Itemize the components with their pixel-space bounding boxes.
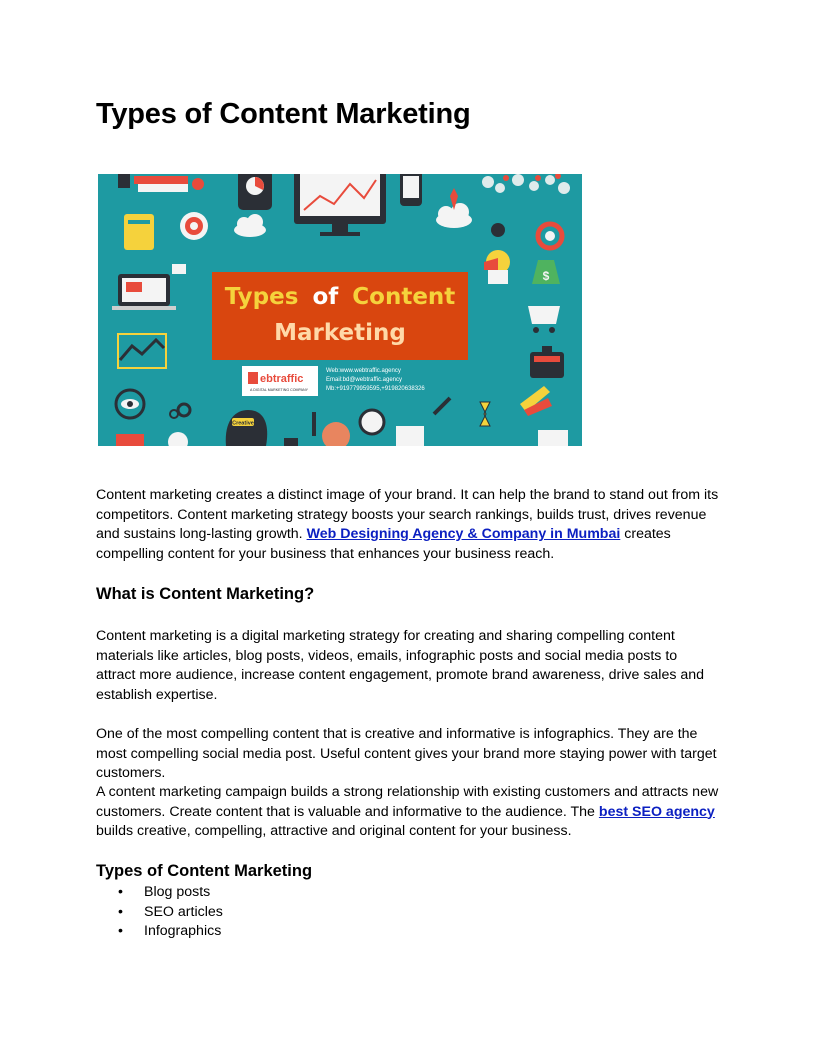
svg-text:A DIGITAL MARKETING COMPANY: A DIGITAL MARKETING COMPANY bbox=[250, 388, 309, 392]
infographics-paragraph: One of the most compelling content that is creative and informative is infographics. They are the most compelling social media post. Useful content gives your brand more staying power with target customers. bbox=[96, 726, 717, 781]
list-item: • SEO articles bbox=[96, 903, 223, 923]
types-list bbox=[96, 883, 223, 942]
hero-banner bbox=[212, 272, 468, 360]
list-item: • Blog posts bbox=[96, 883, 223, 903]
svg-text:Types of Conte: Types of Content bbox=[224, 284, 456, 310]
svg-text:Email:bd@webtraffic.agency: Email:bd@webtraffic.agency bbox=[326, 377, 403, 383]
section-heading-what-is: What is Content Marketing? bbox=[96, 585, 315, 603]
hero-image bbox=[98, 174, 582, 446]
svg-text:ebtraffic: ebtraffic bbox=[260, 373, 304, 385]
page-title: Types of Content Marketing bbox=[96, 98, 471, 130]
intro-paragraph: Content marketing creates a distinct image of your brand. It can help the brand to stand out from its competitors. Content marketing strategy boosts your search rankings, builds trust, drives revenue and sustains long-lasting growth. Web Designing Agency & Company in Mumbai creates compelling content for your business that enhances your business reach. bbox=[96, 487, 719, 562]
web-designing-agency-link[interactable]: Web Designing Agency & Company in Mumbai bbox=[306, 526, 621, 542]
section-heading-types: Types of Content Marketing bbox=[96, 862, 313, 880]
list-item: • Infographics bbox=[96, 922, 223, 942]
definition-paragraph: Content marketing is a digital marketing strategy for creating and sharing compelling content materials like articles, blog posts, videos, emails, infographic posts and social media posts to attract more audience, increase content engagement, promote brand awareness, drive sales and establish expertise. bbox=[96, 628, 705, 703]
best-seo-agency-link[interactable]: best SEO agency bbox=[598, 803, 715, 820]
svg-text:Creative: Creative bbox=[232, 420, 254, 427]
svg-text:$: $ bbox=[542, 269, 550, 283]
svg-text:Mb:+919779959595,+919820638326: Mb:+919779959595,+919820638326 bbox=[326, 386, 425, 392]
svg-text:Web:www.webtraffic.agency: Web:www.webtraffic.agency bbox=[326, 368, 401, 374]
svg-text:Marketing: Marketing bbox=[274, 320, 406, 346]
campaign-paragraph: A content marketing campaign builds a strong relationship with existing customers and attracts new customers. Create content that is valuable and informative to the audience. The best SEO agency builds creative, compelling, attractive and original content for your business. bbox=[96, 784, 719, 839]
